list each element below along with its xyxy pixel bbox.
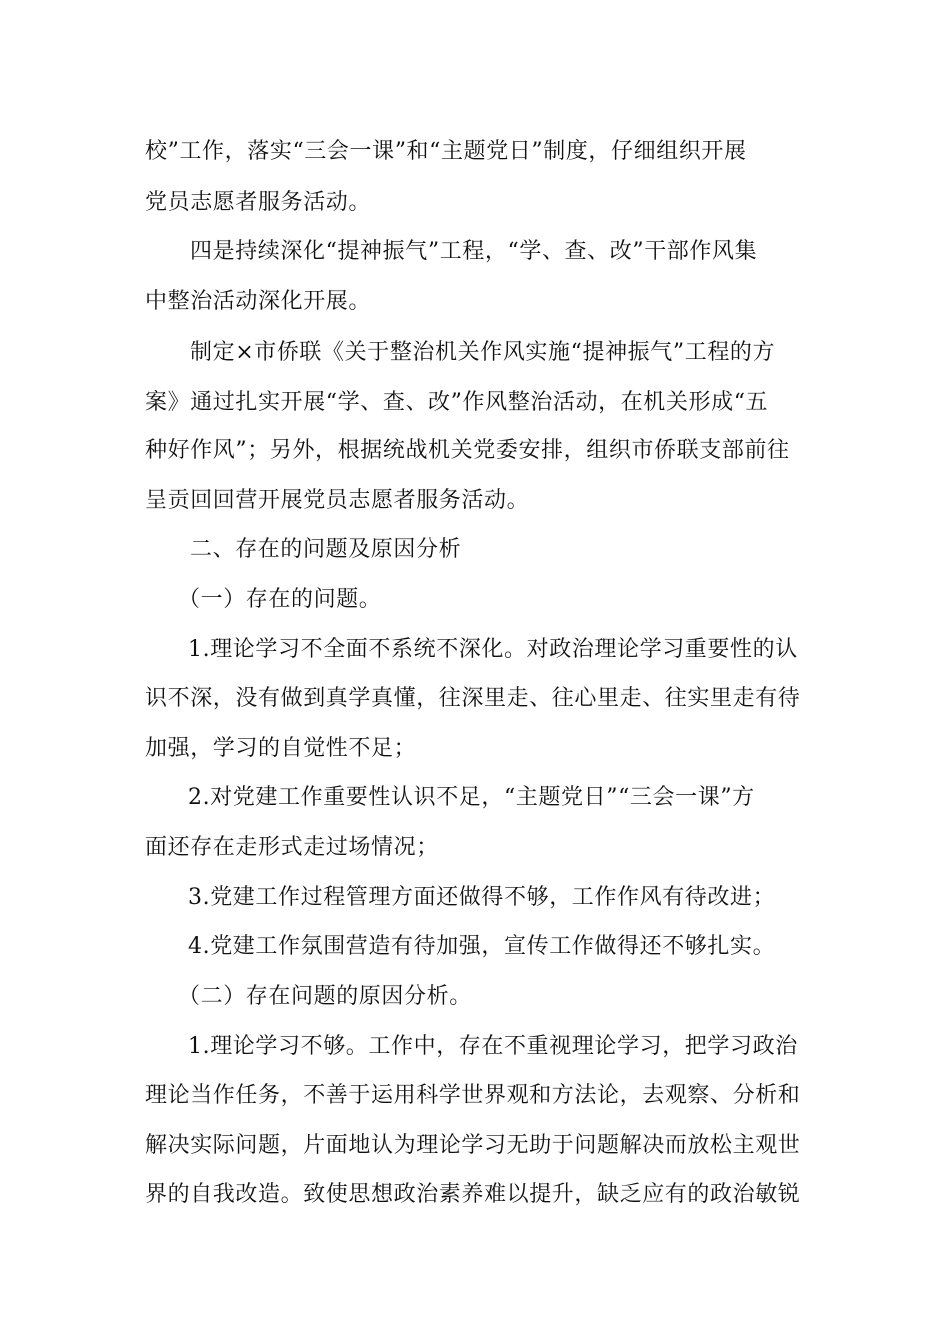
text-line: 中整治活动深化开展。 bbox=[145, 289, 372, 314]
text-line: 制定×市侨联《关于整治机关作风实施“提神振气”工程的方 bbox=[190, 340, 776, 365]
subsection-heading: （一）存在的问题。 bbox=[178, 587, 382, 612]
text-line: 加强，学习的自觉性不足； bbox=[145, 736, 417, 761]
text-line: 理论当作任务，不善于运用科学世界观和方法论，去观察、分析和 bbox=[145, 1083, 801, 1108]
section-heading: 二、存在的问题及原因分析 bbox=[190, 537, 462, 562]
text-line: 种好作风”；另外，根据统战机关党委安排，组织市侨联支部前往 bbox=[145, 438, 790, 463]
text-line: 1.理论学习不够。工作中，存在不重视理论学习，把学习政治 bbox=[188, 1034, 798, 1059]
text-line: 四是持续深化“提神振气”工程，“学、查、改”干部作风集 bbox=[190, 239, 758, 264]
text-line: 党员志愿者服务活动。 bbox=[145, 190, 372, 215]
text-line: 呈贡回回营开展党员志愿者服务活动。 bbox=[145, 488, 530, 513]
text-line: 2.对党建工作重要性认识不足，“主题党日”“三会一课”方 bbox=[188, 785, 755, 810]
text-line: 识不深，没有做到真学真懂，往深里走、往心里走、往实里走有待 bbox=[145, 686, 801, 711]
subsection-heading: （二）存在问题的原因分析。 bbox=[178, 984, 472, 1009]
text-line: 4.党建工作氛围营造有待加强，宣传工作做得还不够扎实。 bbox=[188, 934, 776, 959]
text-line: 界的自我改造。致使思想政治素养难以提升，缺乏应有的政治敏锐 bbox=[145, 1182, 801, 1207]
text-line: 1.理论学习不全面不系统不深化。对政治理论学习重要性的认 bbox=[188, 637, 798, 662]
text-line: 案》通过扎实开展“学、查、改”作风整治活动，在机关形成“五 bbox=[145, 390, 769, 415]
text-line: 面还存在走形式走过场情况； bbox=[145, 835, 439, 860]
text-line: 校”工作，落实“三会一课”和“主题党日”制度，仔细组织开展 bbox=[145, 139, 747, 164]
text-line: 3.党建工作过程管理方面还做得不够，工作作风有待改进； bbox=[188, 885, 776, 910]
text-line: 解决实际问题，片面地认为理论学习无助于问题解决而放松主观世 bbox=[145, 1133, 801, 1158]
